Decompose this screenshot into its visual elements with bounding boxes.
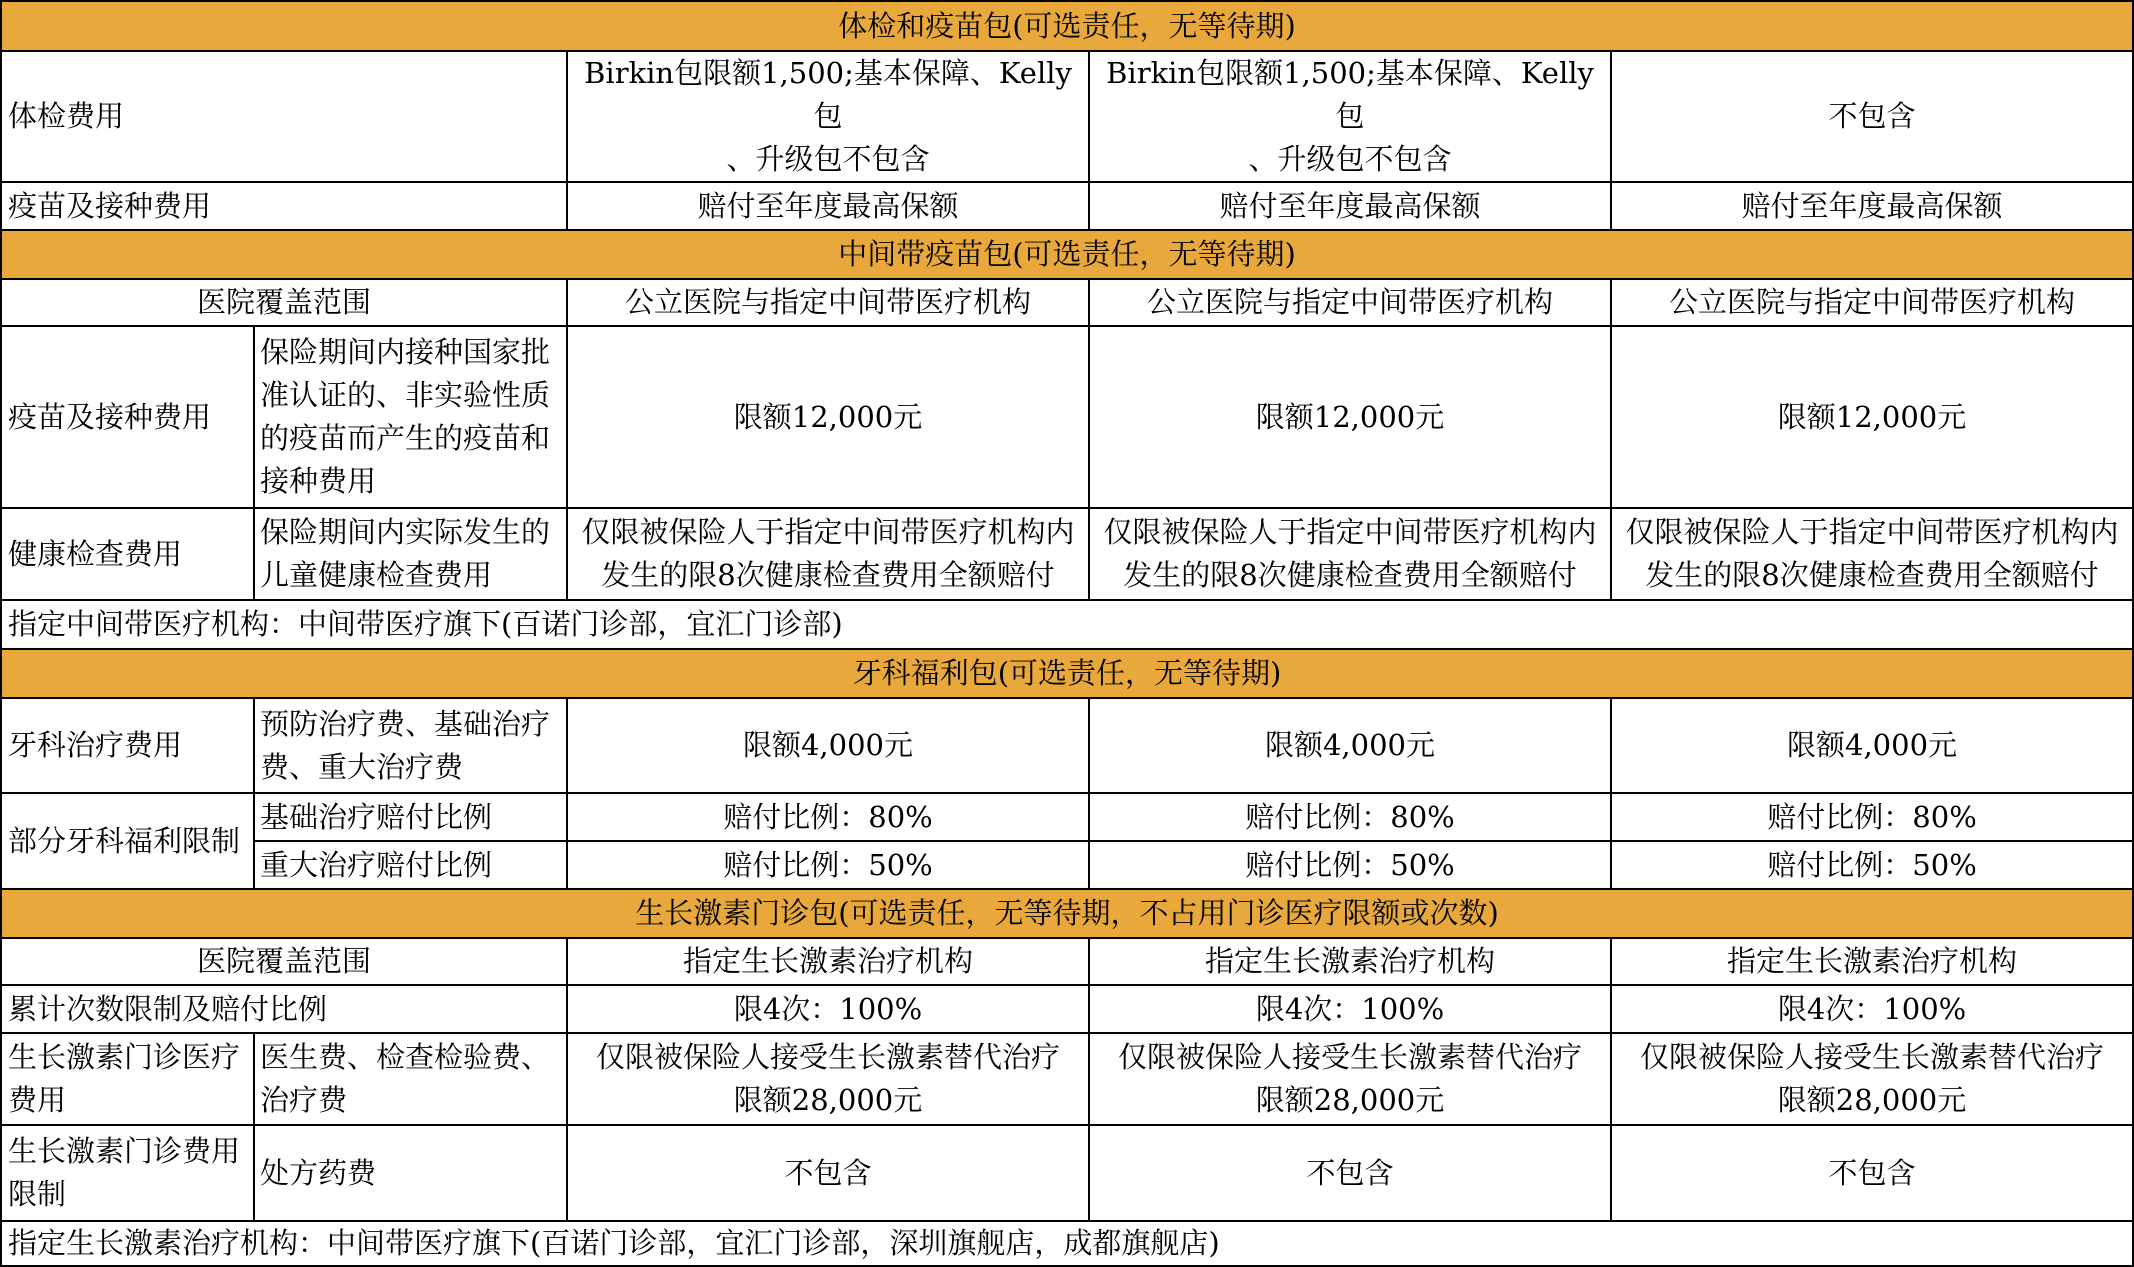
plan-1-cell: 公立医院与指定中间带医疗机构 xyxy=(567,279,1089,326)
section-header-row xyxy=(1,889,2133,938)
plan-1-cell: 仅限被保险人接受生长激素替代治疗 限额28,000元 xyxy=(567,1033,1089,1125)
plan-3-cell: 限额12,000元 xyxy=(1611,326,2133,508)
section-header-checkup-vaccine: 体检和疫苗包(可选责任，无等待期) xyxy=(1,1,2133,51)
table-row xyxy=(1,182,2133,230)
note-row xyxy=(1,600,2133,649)
table-row xyxy=(1,793,2133,841)
plan-1-cell: 限额4,000元 xyxy=(567,698,1089,793)
table-row xyxy=(1,1033,2133,1125)
plan-3-cell: 赔付比例：80% xyxy=(1611,793,2133,841)
row-detail: 预防治疗费、基础治疗费、重大治疗费 xyxy=(254,698,567,793)
section-header-growth-hormone: 生长激素门诊包(可选责任，无等待期，不占用门诊医疗限额或次数) xyxy=(1,889,2133,938)
plan-2-cell: 公立医院与指定中间带医疗机构 xyxy=(1089,279,1611,326)
plan-1-cell: 赔付比例：80% xyxy=(567,793,1089,841)
designated-institution-note: 指定生长激素治疗机构：中间带医疗旗下(百诺门诊部，宜汇门诊部，深圳旗舰店，成都旗舰店) xyxy=(1,1221,2133,1266)
plan-2-cell: 限4次：100% xyxy=(1089,985,1611,1033)
table-row xyxy=(1,279,2133,326)
plan-3-cell: 仅限被保险人于指定中间带医疗机构内 发生的限8次健康检查费用全额赔付 xyxy=(1611,508,2133,600)
row-label-dental-treatment: 牙科治疗费用 xyxy=(1,698,254,793)
designated-institution-note: 指定中间带医疗机构：中间带医疗旗下(百诺门诊部，宜汇门诊部) xyxy=(1,600,2133,649)
row-label-vaccine: 疫苗及接种费用 xyxy=(1,326,254,508)
row-detail: 保险期间内实际发生的儿童健康检查费用 xyxy=(254,508,567,600)
plan-1-cell: Birkin包限额1,500;基本保障、Kelly包 、升级包不包含 xyxy=(567,51,1089,182)
plan-2-cell: 赔付比例：80% xyxy=(1089,793,1611,841)
plan-3-cell: 限额4,000元 xyxy=(1611,698,2133,793)
plan-1-cell: 限4次：100% xyxy=(567,985,1089,1033)
plan-3-cell: 不包含 xyxy=(1611,1125,2133,1221)
plan-2-cell: 赔付至年度最高保额 xyxy=(1089,182,1611,230)
plan-2-cell: 赔付比例：50% xyxy=(1089,841,1611,889)
table-row xyxy=(1,51,2133,182)
plan-3-cell: 不包含 xyxy=(1611,51,2133,182)
row-detail: 基础治疗赔付比例 xyxy=(254,793,567,841)
plan-2-cell: 仅限被保险人接受生长激素替代治疗 限额28,000元 xyxy=(1089,1033,1611,1125)
section-header-row xyxy=(1,649,2133,698)
plan-2-cell: Birkin包限额1,500;基本保障、Kelly包 、升级包不包含 xyxy=(1089,51,1611,182)
row-label-dental-limit: 部分牙科福利限制 xyxy=(1,793,254,889)
table-row xyxy=(1,938,2133,985)
table-row xyxy=(1,508,2133,600)
plan-3-cell: 限4次：100% xyxy=(1611,985,2133,1033)
plan-1-cell: 仅限被保险人于指定中间带医疗机构内 发生的限8次健康检查费用全额赔付 xyxy=(567,508,1089,600)
row-label-visit-limit: 累计次数限制及赔付比例 xyxy=(1,985,567,1033)
plan-3-cell: 赔付比例：50% xyxy=(1611,841,2133,889)
row-detail: 保险期间内接种国家批准认证的、非实验性质的疫苗而产生的疫苗和接种费用 xyxy=(254,326,567,508)
row-label-vaccine: 疫苗及接种费用 xyxy=(1,182,567,230)
plan-1-cell: 指定生长激素治疗机构 xyxy=(567,938,1089,985)
row-label-physical-exam: 体检费用 xyxy=(1,51,567,182)
section-header-row xyxy=(1,1,2133,51)
row-label-health-check: 健康检查费用 xyxy=(1,508,254,600)
plan-3-cell: 指定生长激素治疗机构 xyxy=(1611,938,2133,985)
plan-3-cell: 赔付至年度最高保额 xyxy=(1611,182,2133,230)
row-detail: 重大治疗赔付比例 xyxy=(254,841,567,889)
plan-2-cell: 仅限被保险人于指定中间带医疗机构内 发生的限8次健康检查费用全额赔付 xyxy=(1089,508,1611,600)
section-header-dental: 牙科福利包(可选责任，无等待期) xyxy=(1,649,2133,698)
row-label-hospital-coverage: 医院覆盖范围 xyxy=(1,938,567,985)
row-detail: 医生费、检查检验费、治疗费 xyxy=(254,1033,567,1125)
plan-1-cell: 限额12,000元 xyxy=(567,326,1089,508)
plan-2-cell: 指定生长激素治疗机构 xyxy=(1089,938,1611,985)
table-row xyxy=(1,841,2133,889)
plan-1-cell: 赔付比例：50% xyxy=(567,841,1089,889)
table-row xyxy=(1,698,2133,793)
plan-2-cell: 限额4,000元 xyxy=(1089,698,1611,793)
row-detail: 处方药费 xyxy=(254,1125,567,1221)
plan-2-cell: 不包含 xyxy=(1089,1125,1611,1221)
row-label-growth-limit: 生长激素门诊费用限制 xyxy=(1,1125,254,1221)
table-row xyxy=(1,326,2133,508)
table-row xyxy=(1,985,2133,1033)
row-label-growth-outpatient: 生长激素门诊医疗费用 xyxy=(1,1033,254,1125)
plan-3-cell: 仅限被保险人接受生长激素替代治疗 限额28,000元 xyxy=(1611,1033,2133,1125)
plan-1-cell: 赔付至年度最高保额 xyxy=(567,182,1089,230)
table-row xyxy=(1,1125,2133,1221)
plan-1-cell: 不包含 xyxy=(567,1125,1089,1221)
section-header-vaccine: 中间带疫苗包(可选责任，无等待期) xyxy=(1,230,2133,279)
section-header-row xyxy=(1,230,2133,279)
plan-3-cell: 公立医院与指定中间带医疗机构 xyxy=(1611,279,2133,326)
note-row xyxy=(1,1221,2133,1266)
plan-2-cell: 限额12,000元 xyxy=(1089,326,1611,508)
row-label-hospital-coverage: 医院覆盖范围 xyxy=(1,279,567,326)
